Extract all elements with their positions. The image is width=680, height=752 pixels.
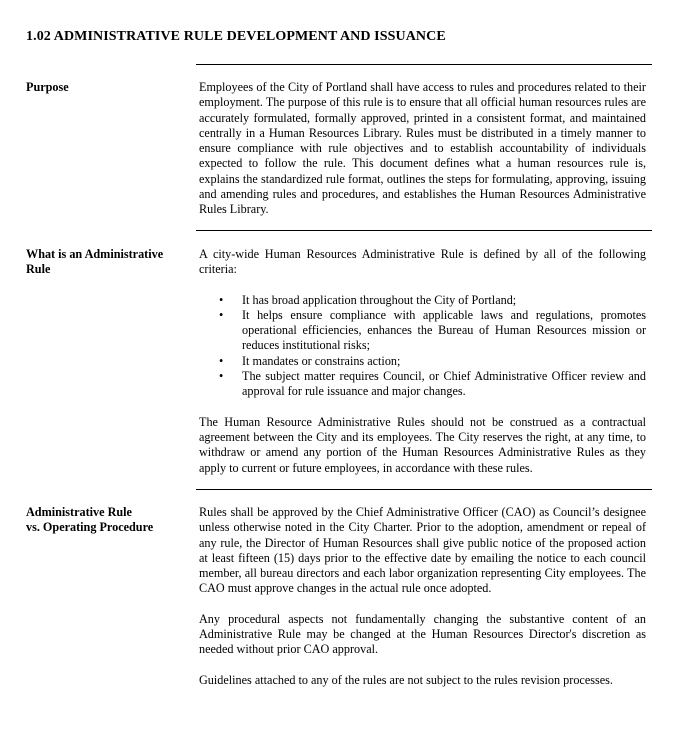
list-item-text: The subject matter requires Council, or Chief Administrative Officer review and approval for rule issuance and major changes. — [242, 369, 646, 399]
list-item — [199, 369, 646, 400]
paragraph: A city-wide Human Resources Administrative Rule is defined by all of the following criteria: — [199, 247, 646, 277]
criteria-list — [199, 293, 646, 400]
list-item-text: It mandates or constrains action; — [242, 353, 401, 368]
section-body-what-is-rule — [199, 247, 646, 476]
bullet-icon: • — [219, 353, 224, 368]
paragraph: The Human Resource Administrative Rules should not be construed as a contractual agreement between the City and its employees. The City reserves the right, at any time, to withdraw or amend any portion of the Human Resources Administrative Rules as they apply to current or future employees, in accordance with these rules. — [199, 414, 646, 475]
section-label-purpose — [26, 80, 191, 95]
document-title: 1.02 ADMINISTRATIVE RULE DEVELOPMENT AND ISSUANCE — [26, 29, 446, 44]
paragraph: Any procedural aspects not fundamentally changing the substantive content of an Administrative Rule may be changed at the Human Resources Director's discretion as needed without prior CAO approval. — [199, 611, 646, 657]
bullet-icon: • — [219, 369, 224, 384]
section-label-line: Administrative Rule — [26, 505, 132, 519]
list-item — [199, 308, 646, 354]
section-label-line: What is an Administrative — [26, 247, 164, 261]
bullet-icon: • — [219, 292, 224, 307]
section-label-what-is-rule — [26, 247, 191, 278]
section-label-rule-vs-procedure — [26, 505, 191, 536]
section-label-line: Rule — [26, 262, 51, 277]
paragraph: Employees of the City of Portland shall have access to rules and procedures related to their employment. The purpose of this rule is to ensure that all official human resources rules are accurately formulated, formally approved, printed in a consistent format, and maintained centrally in a Human Resources Library. Rules must be distributed in a timely manner to ensure compliance with rule objectives and to establish accountability of individuals expected to follow the rule. This document defines what a human resources rule is, explains the standardized rule format, outlines the steps for formulating, approving, issuing and amending rules and procedures, and establishes the Human Resources Administrative Rules Library. — [199, 80, 646, 217]
section-divider — [196, 230, 652, 231]
paragraph: Rules shall be approved by the Chief Administrative Officer (CAO) as Council’s designee unless otherwise noted in the City Charter. Prior to the adoption, amendment or repeal of any rule, the Director of Human Resources shall give public notice of the proposed action at least fifteen (15) days prior to the effective date by emailing the notice to each council member, all bureau directors and each labor organization representing City employees. The CAO must approve changes in the actual rule once adopted. — [199, 505, 646, 596]
list-item — [199, 354, 646, 369]
list-item — [199, 293, 646, 308]
section-body-rule-vs-procedure — [199, 505, 646, 688]
section-divider — [196, 64, 652, 65]
section-divider — [196, 489, 652, 490]
list-item-text: It helps ensure compliance with applicable laws and regulations, promotes operational efficiencies, enhances the Bureau of Human Resources mission or reduces institutional risks; — [242, 307, 646, 353]
paragraph: Guidelines attached to any of the rules are not subject to the rules revision processes. — [199, 672, 613, 687]
section-label-text: Purpose — [26, 80, 69, 94]
list-item-text: It has broad application throughout the City of Portland; — [242, 292, 517, 307]
section-body-purpose — [199, 80, 646, 218]
bullet-icon: • — [219, 307, 224, 322]
section-label-line: vs. Operating Procedure — [26, 520, 154, 535]
